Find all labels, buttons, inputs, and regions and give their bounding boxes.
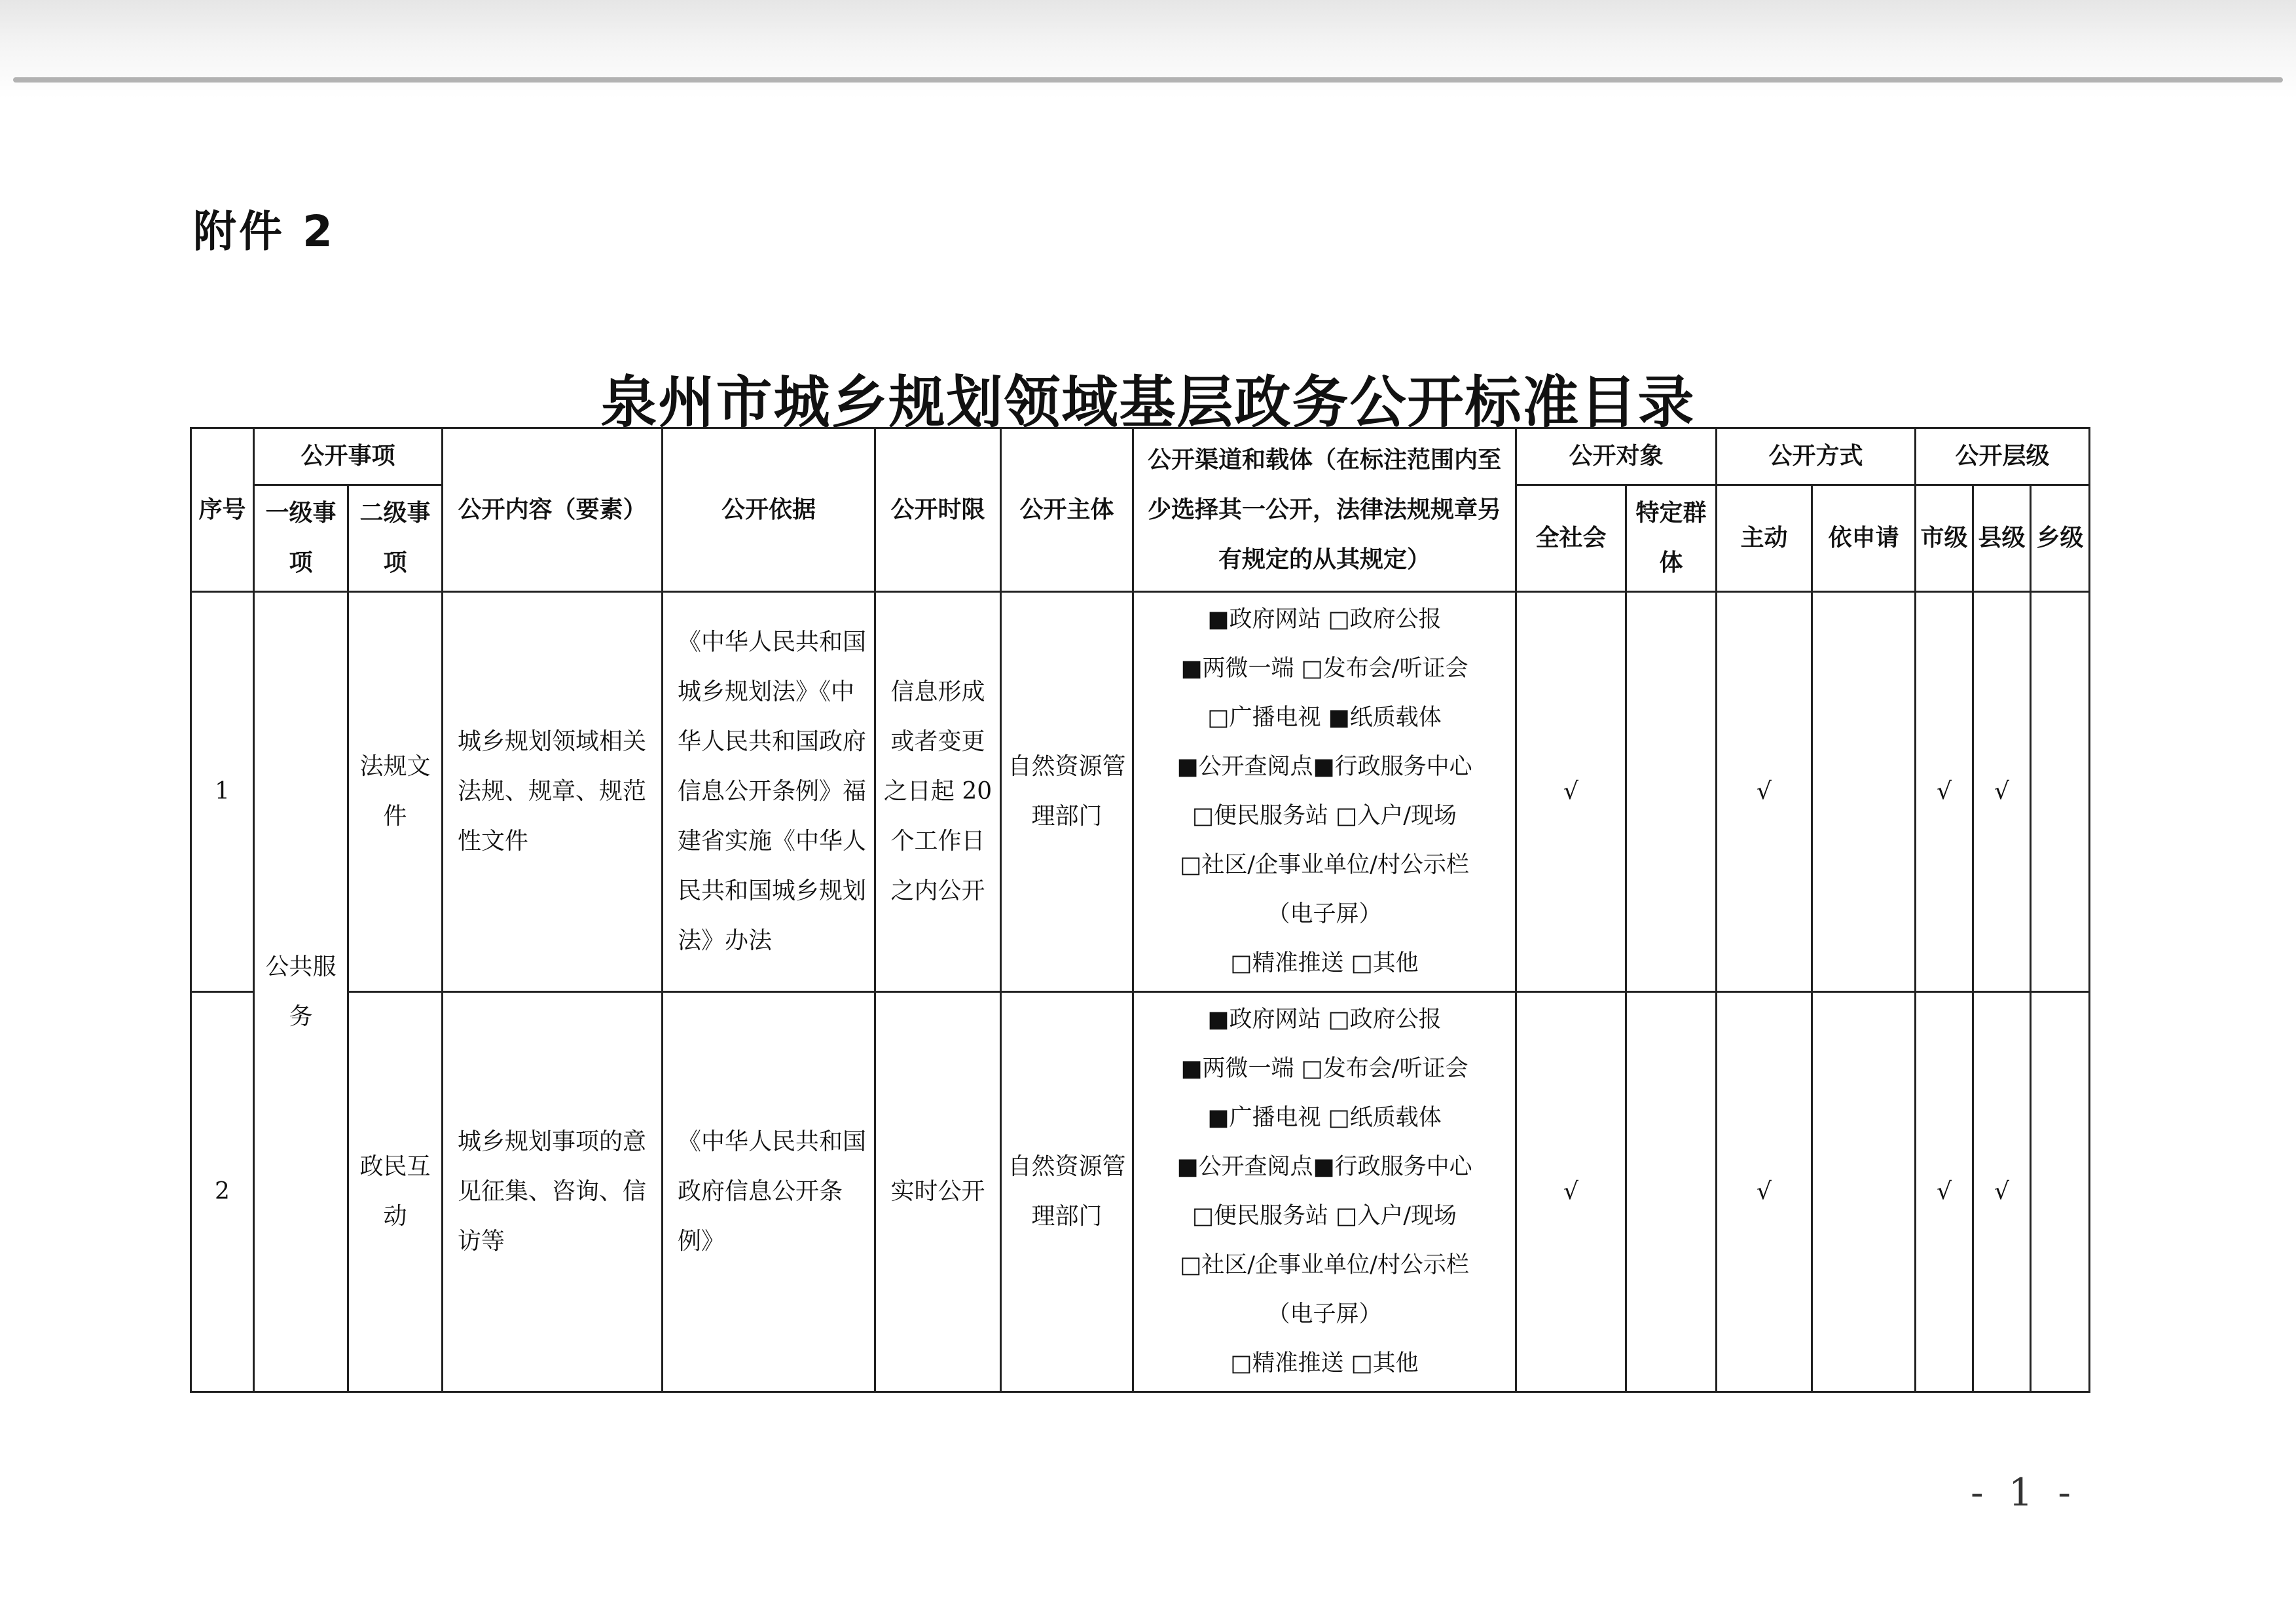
content-cell: 城乡规划领域相关法规、规章、规范性文件 [443,592,663,992]
header-tier-city: 市级 [1916,485,1973,592]
header-level2: 二级事项 [348,485,443,592]
channel-option: □精准推送 □其他 [1230,1350,1419,1376]
channel-option: □精准推送 □其他 [1230,950,1419,976]
header-audience: 公开对象 [1516,428,1717,485]
method-active-mark: √ [1717,592,1812,992]
tier-county-mark: √ [1973,992,2031,1392]
tier-county-mark: √ [1973,592,2031,992]
audience-specific-mark [1626,592,1717,992]
page-number: - 1 - [1971,1470,2077,1515]
tier-township-mark [2031,592,2090,992]
audience-all-mark: √ [1516,992,1626,1392]
tier-township-mark [2031,992,2090,1392]
row-index: 1 [191,592,254,992]
channel-option: ■公开查阅点■行政服务中心 [1176,754,1472,780]
channel-option: □广播电视 ■纸质载体 [1207,705,1442,731]
channel-option: ■两微一端 □发布会/听证会 [1180,655,1468,682]
attachment-label: 附件 2 [193,206,335,257]
level2-item: 政民互动 [348,992,443,1392]
channel-option: ■广播电视 □纸质载体 [1207,1105,1442,1131]
channel-option: ■公开查阅点■行政服务中心 [1176,1154,1472,1180]
channel-option: （电子屏） [1267,901,1382,927]
header-tier: 公开层级 [1916,428,2090,485]
header-tier-township: 乡级 [2031,485,2090,592]
method-request-mark [1812,992,1916,1392]
tier-city-mark: √ [1916,592,1973,992]
header-method-active: 主动 [1717,485,1812,592]
channel-option: □社区/企事业单位/村公示栏 [1180,852,1469,878]
audience-specific-mark [1626,992,1717,1392]
header-items: 公开事项 [254,428,443,485]
header-level1: 一级事项 [254,485,348,592]
catalog-table [190,427,2090,1393]
table-row [191,592,2090,992]
channel-option: □社区/企事业单位/村公示栏 [1180,1252,1469,1278]
audience-all-mark: √ [1516,592,1626,992]
header-basis: 公开依据 [663,428,875,592]
basis-cell: 《中华人民共和国政府信息公开条例》 [663,992,875,1392]
header-subject: 公开主体 [1001,428,1133,592]
time-limit-cell: 信息形成或者变更之日起 20 个工作日之内公开 [875,592,1001,992]
table-row [191,992,2090,1392]
header-method-request: 依申请 [1812,485,1916,592]
basis-cell: 《中华人民共和国城乡规划法》《中华人民共和国政府信息公开条例》福建省实施《中华人民共和国城乡规划法》办法 [663,592,875,992]
document-title: 泉州市城乡规划领域基层政务公开标准目录 [600,369,1696,435]
header-index: 序号 [191,428,254,592]
row-index: 2 [191,992,254,1392]
channel-option: ■政府网站 □政府公报 [1207,606,1442,633]
level2-item: 法规文件 [348,592,443,992]
channel-option: □便民服务站 □入户/现场 [1192,803,1457,829]
content-cell: 城乡规划事项的意见征集、咨询、信访等 [443,992,663,1392]
header-content: 公开内容（要素） [443,428,663,592]
header-audience-specific: 特定群体 [1626,485,1717,592]
header-audience-all: 全社会 [1516,485,1626,592]
scan-edge-shadow [0,0,2296,98]
channels-cell [1133,592,1516,992]
method-request-mark [1812,592,1916,992]
header-time-limit: 公开时限 [875,428,1001,592]
channels-cell [1133,992,1516,1392]
method-active-mark: √ [1717,992,1812,1392]
header-channels: 公开渠道和载体（在标注范围内至少选择其一公开，法律法规规章另有规定的从其规定） [1133,428,1516,592]
channel-option: （电子屏） [1267,1301,1382,1327]
channel-option: □便民服务站 □入户/现场 [1192,1203,1457,1229]
channel-option: ■两微一端 □发布会/听证会 [1180,1056,1468,1082]
header-method: 公开方式 [1717,428,1916,485]
subject-cell: 自然资源管理部门 [1001,592,1133,992]
subject-cell: 自然资源管理部门 [1001,992,1133,1392]
time-limit-cell: 实时公开 [875,992,1001,1392]
tier-city-mark: √ [1916,992,1973,1392]
header-row-1 [191,428,2090,485]
channel-option: ■政府网站 □政府公报 [1207,1006,1442,1033]
header-tier-county: 县级 [1973,485,2031,592]
scan-edge-line [13,77,2283,83]
level1-item: 公共服务 [254,592,348,1392]
